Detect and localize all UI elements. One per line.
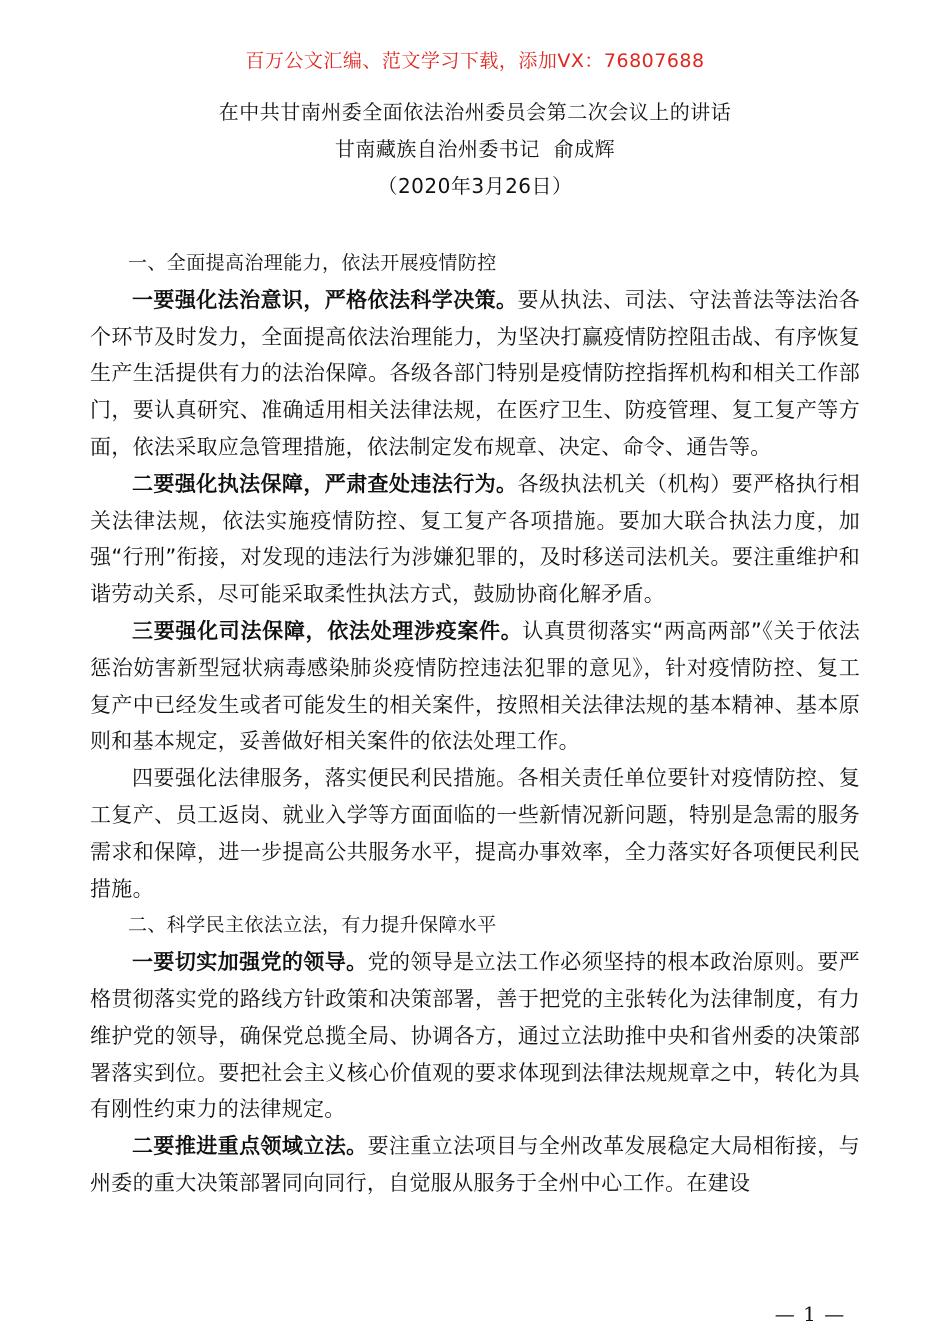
- paragraph-text: 要注重立法项目与全州改革发展稳定大局相衔接，与州委的重大决策部署同向同行，自觉服从服务于全州中心工作。在建设: [90, 1134, 860, 1195]
- watermark-banner: 百万公文汇编、范文学习下载，添加VX：76807688: [245, 50, 705, 72]
- document-body: [90, 245, 860, 1202]
- paragraph: [90, 760, 860, 907]
- paragraph-text: 要从执法、司法、守法普法等法治各个环节及时发力，全面提高依法治理能力，为坚决打赢疫情防控阻击战、有序恢复生产生活提供有力的法治保障。各级各部门特别是疫情防控指挥机构和相关工作部门，要认真研究、准确适用相关法律法规，在医疗卫生、防疫管理、复工复产等方面，依法采取应急管理措施，依法制定发布规章、决定、命令、通告等。: [90, 287, 860, 459]
- paragraph-text: 一、全面提高治理能力，依法开展疫情防控: [128, 252, 497, 274]
- paragraph-text: 认真贯彻落实“两高两部”《关于依法惩治妨害新型冠状病毒感染肺炎疫情防控违法犯罪的意见》，针对疫情防控、复工复产中已经发生或者可能发生的相关案件，按照相关法律法规的基本精神、基本原则和基本规定，妥善做好相关案件的依法处理工作。: [90, 618, 860, 754]
- speech-date: （2020年3月26日）: [377, 174, 573, 198]
- paragraph: [90, 466, 860, 613]
- paragraph: [90, 613, 860, 760]
- paragraph-text: 党的领导是立法工作必须坚持的根本政治原则。要严格贯彻落实党的路线方针政策和决策部署，善于把党的主张转化为法律制度，有力维护党的领导，确保党总揽全局、协调各方，通过立法助推中央和省州委的决策部署落实到位。要把社会主义核心价值观的要求体现到法律法规规章之中，转化为具有刚性约束力的法律规定。: [90, 950, 860, 1122]
- paragraph: [90, 282, 860, 466]
- page-number: — 1 —: [774, 1302, 846, 1326]
- section-heading-1: [90, 245, 860, 282]
- paragraph-lead: 二要推进重点领域立法。: [132, 1134, 368, 1159]
- paragraph-text: 二、科学民主依法立法，有力提升保障水平: [128, 914, 497, 937]
- paragraph: [90, 944, 860, 1128]
- paragraph-text: 各级执法机关（机构）要严格执行相关法律法规，依法实施疫情防控、复工复产各项措施。要加大联合执法力度，加强“行刑”衔接，对发现的违法行为涉嫌犯罪的，及时移送司法机关。要注重维护和谐劳动关系，尽可能采取柔性执法方式，鼓励协商化解矛盾。: [90, 471, 860, 607]
- paragraph-lead: 二要强化执法保障，严肃查处违法行为。: [132, 471, 518, 496]
- speech-title: 在中共甘南州委全面依法治州委员会第二次会议上的讲话: [218, 100, 732, 124]
- paragraph-lead: 一要切实加强党的领导。: [132, 950, 368, 975]
- section-heading-2: [90, 907, 860, 944]
- paragraph: [90, 1128, 860, 1202]
- paragraph-text: 四要强化法律服务，落实便民利民措施。各相关责任单位要针对疫情防控、复工复产、员工返岗、就业入学等方面面临的一些新情况新问题，特别是急需的服务需求和保障，进一步提高公共服务水平，提高办事效率，全力落实好各项便民利民措施。: [90, 766, 860, 901]
- paragraph-lead: 三要强化司法保障，依法处理涉疫案件。: [132, 618, 523, 643]
- paragraph-lead: 一要强化法治意识，严格依法科学决策。: [132, 287, 518, 312]
- speech-author: 甘南藏族自治州委书记 俞成辉: [334, 137, 616, 161]
